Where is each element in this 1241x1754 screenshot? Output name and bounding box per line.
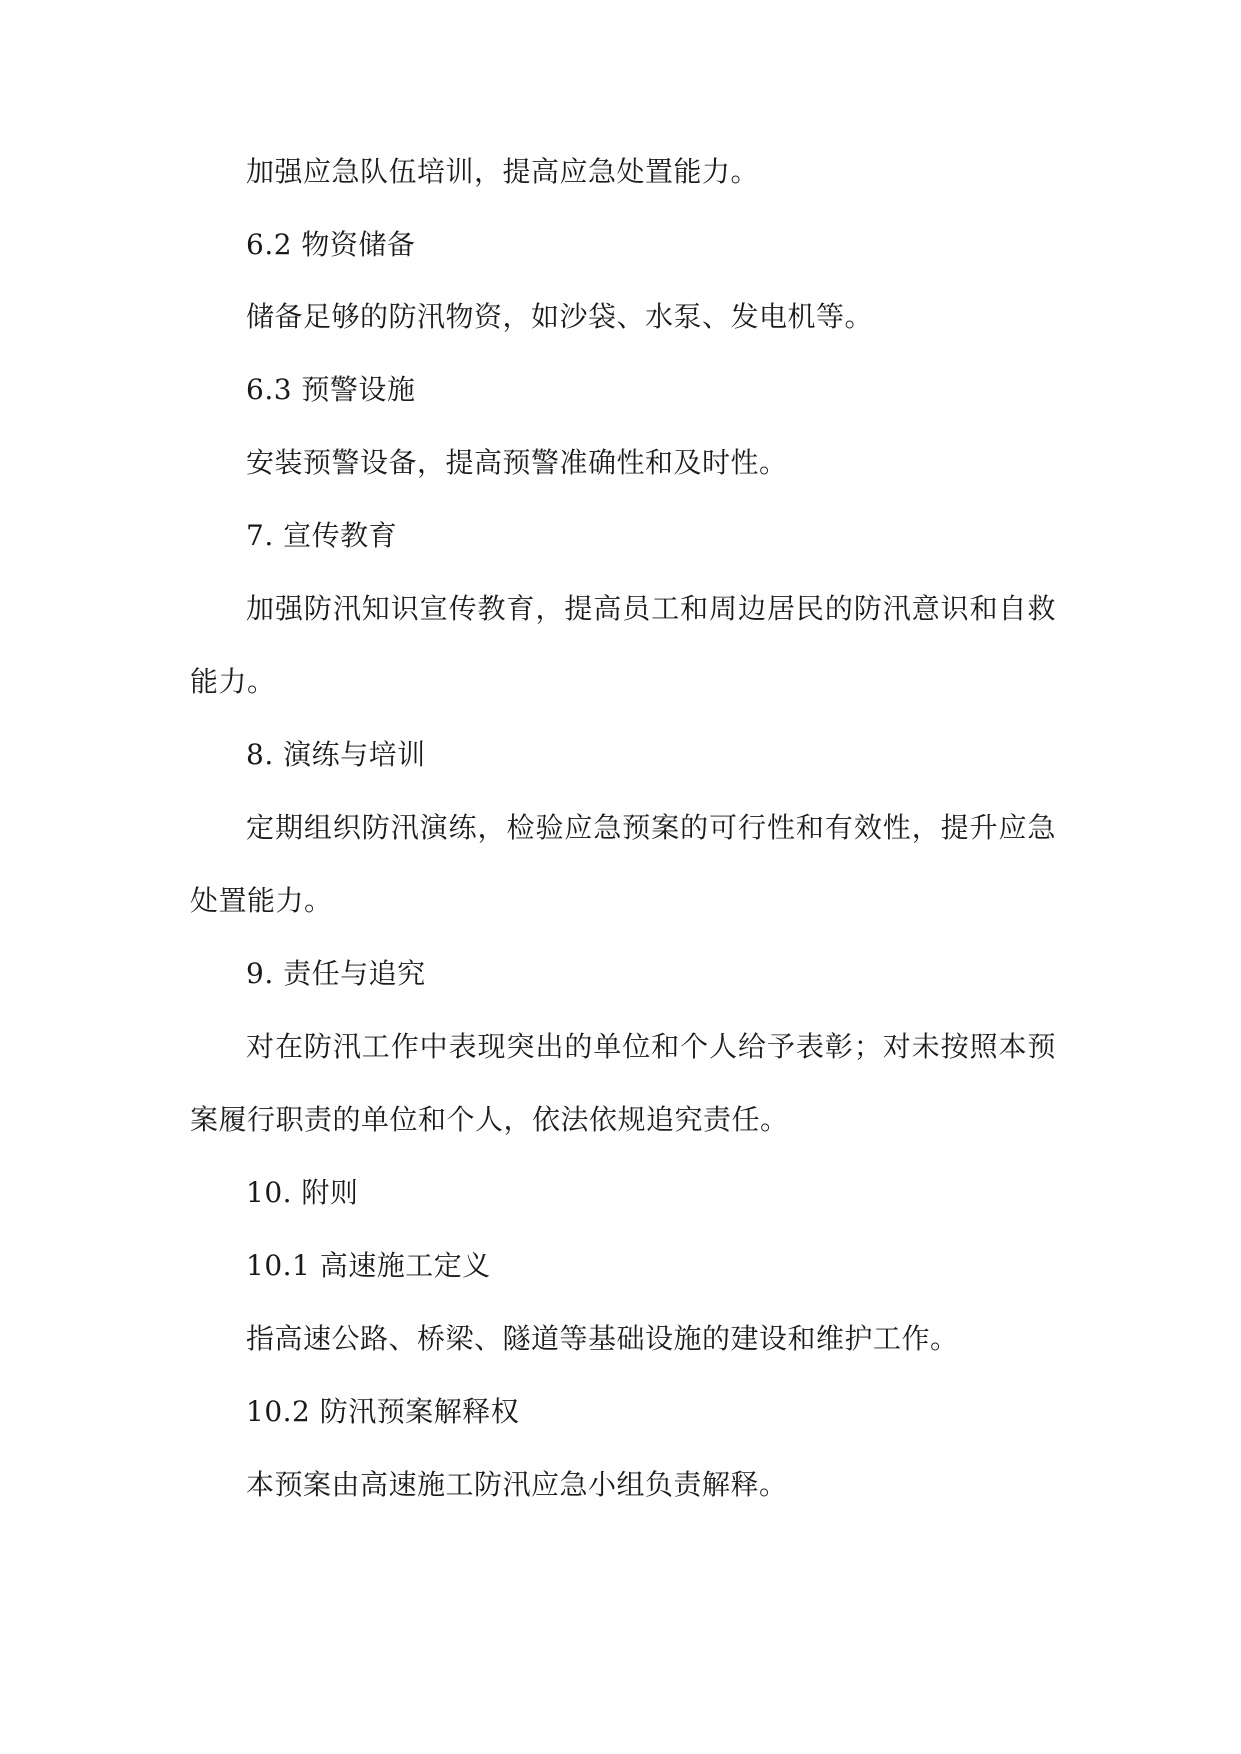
section-heading: 6.3 预警设施 xyxy=(246,373,416,406)
section-heading: 6.2 物资储备 xyxy=(246,228,416,261)
section-heading: 9. 责任与追究 xyxy=(246,957,426,990)
section-heading: 7. 宣传教育 xyxy=(246,519,398,552)
paragraph-text: 对在防汛工作中表现突出的单位和个人给予表彰；对未按照本预 xyxy=(246,1030,1056,1063)
paragraph-text: 加强应急队伍培训，提高应急处置能力。 xyxy=(246,155,760,188)
paragraph-text: 指高速公路、桥梁、隧道等基础设施的建设和维护工作。 xyxy=(246,1322,959,1355)
paragraph-text: 储备足够的防汛物资，如沙袋、水泵、发电机等。 xyxy=(246,300,874,333)
paragraph-text: 加强防汛知识宣传教育，提高员工和周边居民的防汛意识和自救 xyxy=(246,592,1056,625)
section-heading: 8. 演练与培训 xyxy=(246,738,426,771)
paragraph-text: 安装预警设备，提高预警准确性和及时性。 xyxy=(246,446,788,479)
section-heading: 10.1 高速施工定义 xyxy=(246,1249,491,1282)
section-heading: 10. 附则 xyxy=(246,1176,359,1209)
paragraph-text-continued: 能力。 xyxy=(190,665,276,698)
paragraph-text: 定期组织防汛演练，检验应急预案的可行性和有效性，提升应急 xyxy=(246,811,1056,844)
paragraph-text-continued: 处置能力。 xyxy=(190,884,333,917)
paragraph-text: 本预案由高速施工防汛应急小组负责解释。 xyxy=(246,1468,788,1501)
paragraph-text-continued: 案履行职责的单位和个人，依法依规追究责任。 xyxy=(190,1103,789,1136)
section-heading: 10.2 防汛预案解释权 xyxy=(246,1395,520,1428)
